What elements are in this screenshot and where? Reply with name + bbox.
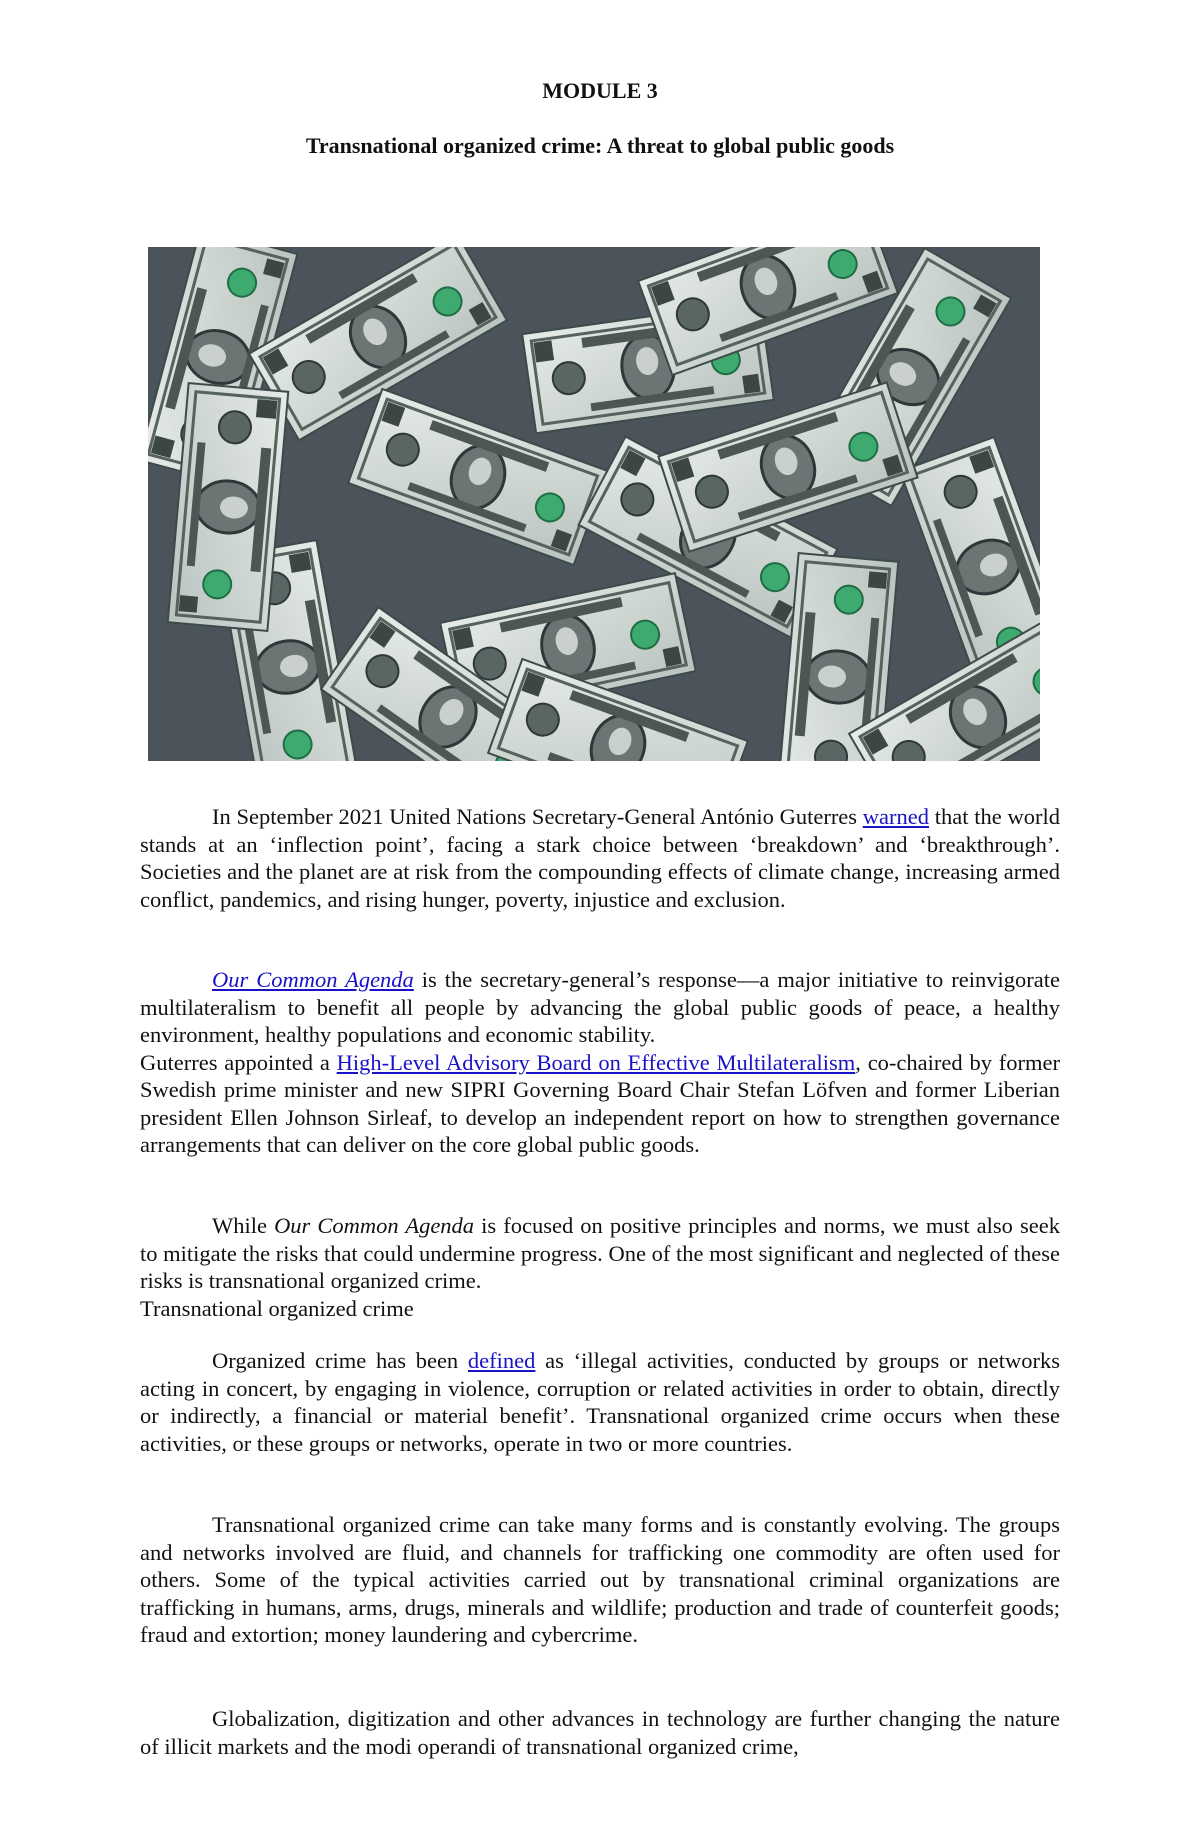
p3-text-1: Guterres appointed a: [140, 1049, 337, 1075]
advisory-board-link[interactable]: High-Level Advisory Board on Effective Multilateralism: [336, 1049, 856, 1075]
defined-link[interactable]: defined: [467, 1348, 536, 1373]
p2-text-1: is the secretary-general’s response—a major initiative to reinvigorate multilateralism to benefit all people by advancing the global public goods of peace, a healthy environment, healthy populations and economic stability.: [140, 967, 1060, 1047]
our-common-agenda-link-text: Our Common Agenda: [212, 967, 414, 992]
dollar-bills-photo: [148, 247, 1040, 761]
p1-text-2: that the world stands at an ‘inflection point’, facing a stark choice between ‘breakdown’ and ‘breakthrough’. Societies and the planet are at risk from the compounding effects of climate change, increasing armed conflict, pandemics, and rising hunger, poverty, injustice and exclusion.: [140, 804, 1060, 912]
p5-text-2: as ‘illegal activities, conducted by groups or networks acting in concert, by engaging in violence, corruption or related activities in order to obtain, directly or indirectly, a financial or material benefit’. Transnational organized crime occurs when these activities, or these groups or networks, operate in two or more countries.: [140, 1348, 1061, 1456]
p4-text-2: is focused on positive principles and norms, we must also seek to mitigate the risks that could undermine progress. One of the most significant and neglected of these risks is transnational organized crime.: [140, 1213, 1060, 1293]
p7-text: Globalization, digitization and other advances in technology are further changing the nature of illicit markets and the modi operandi of transnational organized crime,: [140, 1706, 1060, 1759]
paragraph-7: [140, 1705, 1060, 1760]
our-common-agenda-link[interactable]: [212, 967, 414, 992]
paragraph-6: [140, 1511, 1060, 1649]
p4-text-1: While: [212, 1213, 275, 1238]
warned-link[interactable]: warned: [862, 804, 930, 829]
paragraph-2: [140, 966, 1060, 1159]
p3-text-2: , co-chaired by former Swedish prime minister and new SIPRI Governing Board Chair Stefan Löfven and former Liberian president Ellen Johnson Sirleaf, to develop an independent report on how to strengthen governance arrangements that can deliver on the core global public goods.: [140, 1049, 1060, 1157]
paragraph-1: [140, 803, 1060, 913]
p5-text-1: Organized crime has been: [212, 1348, 468, 1373]
module-heading: MODULE 3: [542, 78, 658, 103]
paragraph-4: [140, 1212, 1060, 1322]
subheading: Transnational organized crime: [140, 1295, 414, 1321]
p6-text: Transnational organized crime can take many forms and is constantly evolving. The groups and networks involved are fluid, and channels for trafficking one commodity are often used for others. Some of the typical activities carried out by transnational criminal organizations are trafficking in humans, arms, drugs, minerals and wildlife; production and trade of counterfeit goods; fraud and extortion; money laundering and cybercrime.: [140, 1512, 1060, 1647]
p4-emphasis: Our Common Agenda: [274, 1213, 475, 1238]
p1-text-1: In September 2021 United Nations Secretary-General António Guterres: [212, 804, 863, 829]
paragraph-5: [140, 1347, 1060, 1457]
document-title: Transnational organized crime: A threat to global public goods: [305, 133, 895, 158]
